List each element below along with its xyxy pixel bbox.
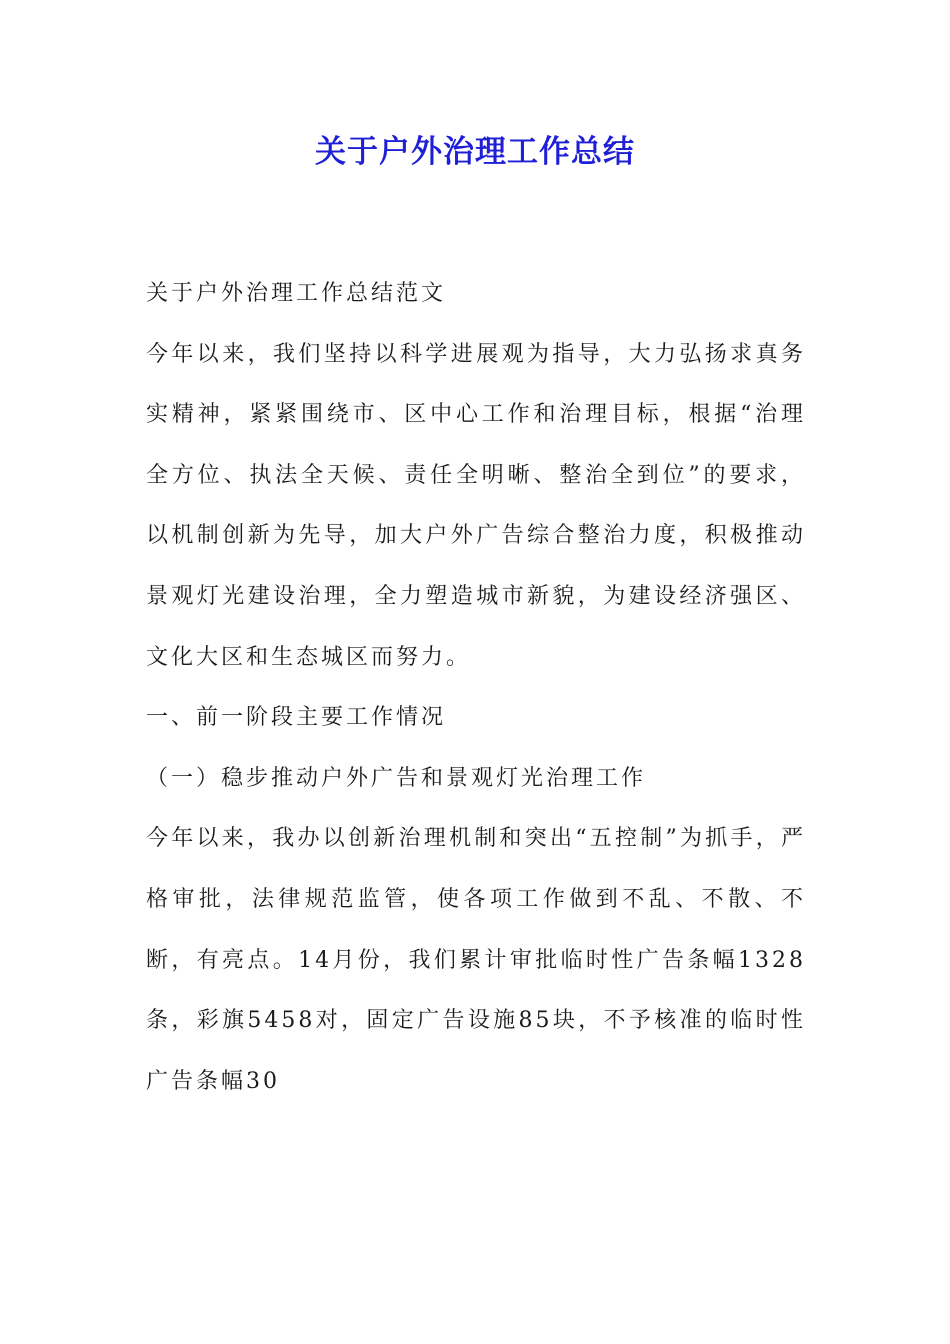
- document-title: 关于户外治理工作总结: [315, 134, 635, 170]
- paragraph-body: 今年以来，我办以创新治理机制和突出“五控制”为抓手，严格审批，法律规范监管，使各项工作做到不乱、不散、不断，有亮点。14月份，我们累计审批临时性广告条幅1328条，彩旗5458对，固定广告设施85块，不予核准的临时性广告条幅30: [146, 826, 806, 1094]
- subsection-heading: （一）稳步推动户外广告和景观灯光治理工作: [146, 765, 647, 791]
- paragraph-subtitle: 关于户外治理工作总结范文: [146, 281, 447, 306]
- section-heading: 一、前一阶段主要工作情况: [146, 705, 447, 731]
- document-body: [146, 264, 806, 1112]
- paragraph-intro: 今年以来，我们坚持以科学进展观为指导，大力弘扬求真务实精神，紧紧围绕市、区中心工作和治理目标，根据“治理全方位、执法全天候、责任全明晰、整治全到位”的要求，以机制创新为先导，加大户外广告综合整治力度，积极推动景观灯光建设治理，全力塑造城市新貌，为建设经济强区、文化大区和生态城区而努力。: [146, 341, 806, 670]
